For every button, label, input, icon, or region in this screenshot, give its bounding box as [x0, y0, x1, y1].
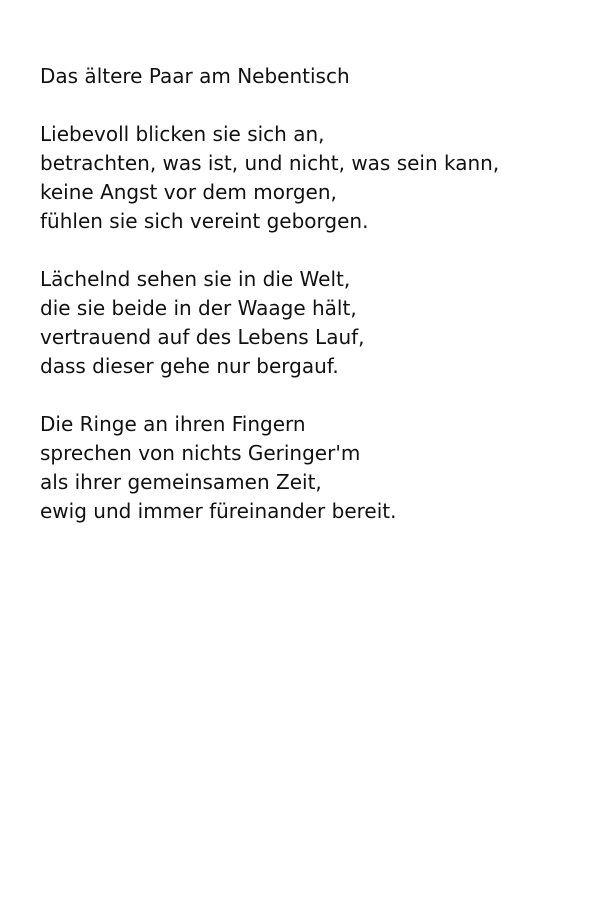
- poem-document: [40, 62, 580, 555]
- stanza-line: als ihrer gemeinsamen Zeit,: [40, 470, 322, 494]
- stanza-1: [40, 120, 580, 236]
- stanza-line: Die Ringe an ihren Fingern: [40, 412, 306, 436]
- stanza-line: ewig und immer füreinander bereit.: [40, 499, 397, 523]
- stanza-line: fühlen sie sich vereint geborgen.: [40, 209, 369, 233]
- poem-title: Das ältere Paar am Nebentisch: [40, 64, 350, 88]
- stanza-3: [40, 410, 580, 526]
- stanza-line: vertrauend auf des Lebens Lauf,: [40, 325, 365, 349]
- stanza-line: Lächelnd sehen sie in die Welt,: [40, 267, 351, 291]
- stanza-line: betrachten, was ist, und nicht, was sein kann,: [40, 151, 500, 175]
- stanza-line: dass dieser gehe nur bergauf.: [40, 354, 339, 378]
- stanza-2: [40, 265, 580, 381]
- stanza-line: Liebevoll blicken sie sich an,: [40, 122, 325, 146]
- stanza-line: keine Angst vor dem morgen,: [40, 180, 337, 204]
- stanza-line: sprechen von nichts Geringer'm: [40, 441, 361, 465]
- stanza-line: die sie beide in der Waage hält,: [40, 296, 357, 320]
